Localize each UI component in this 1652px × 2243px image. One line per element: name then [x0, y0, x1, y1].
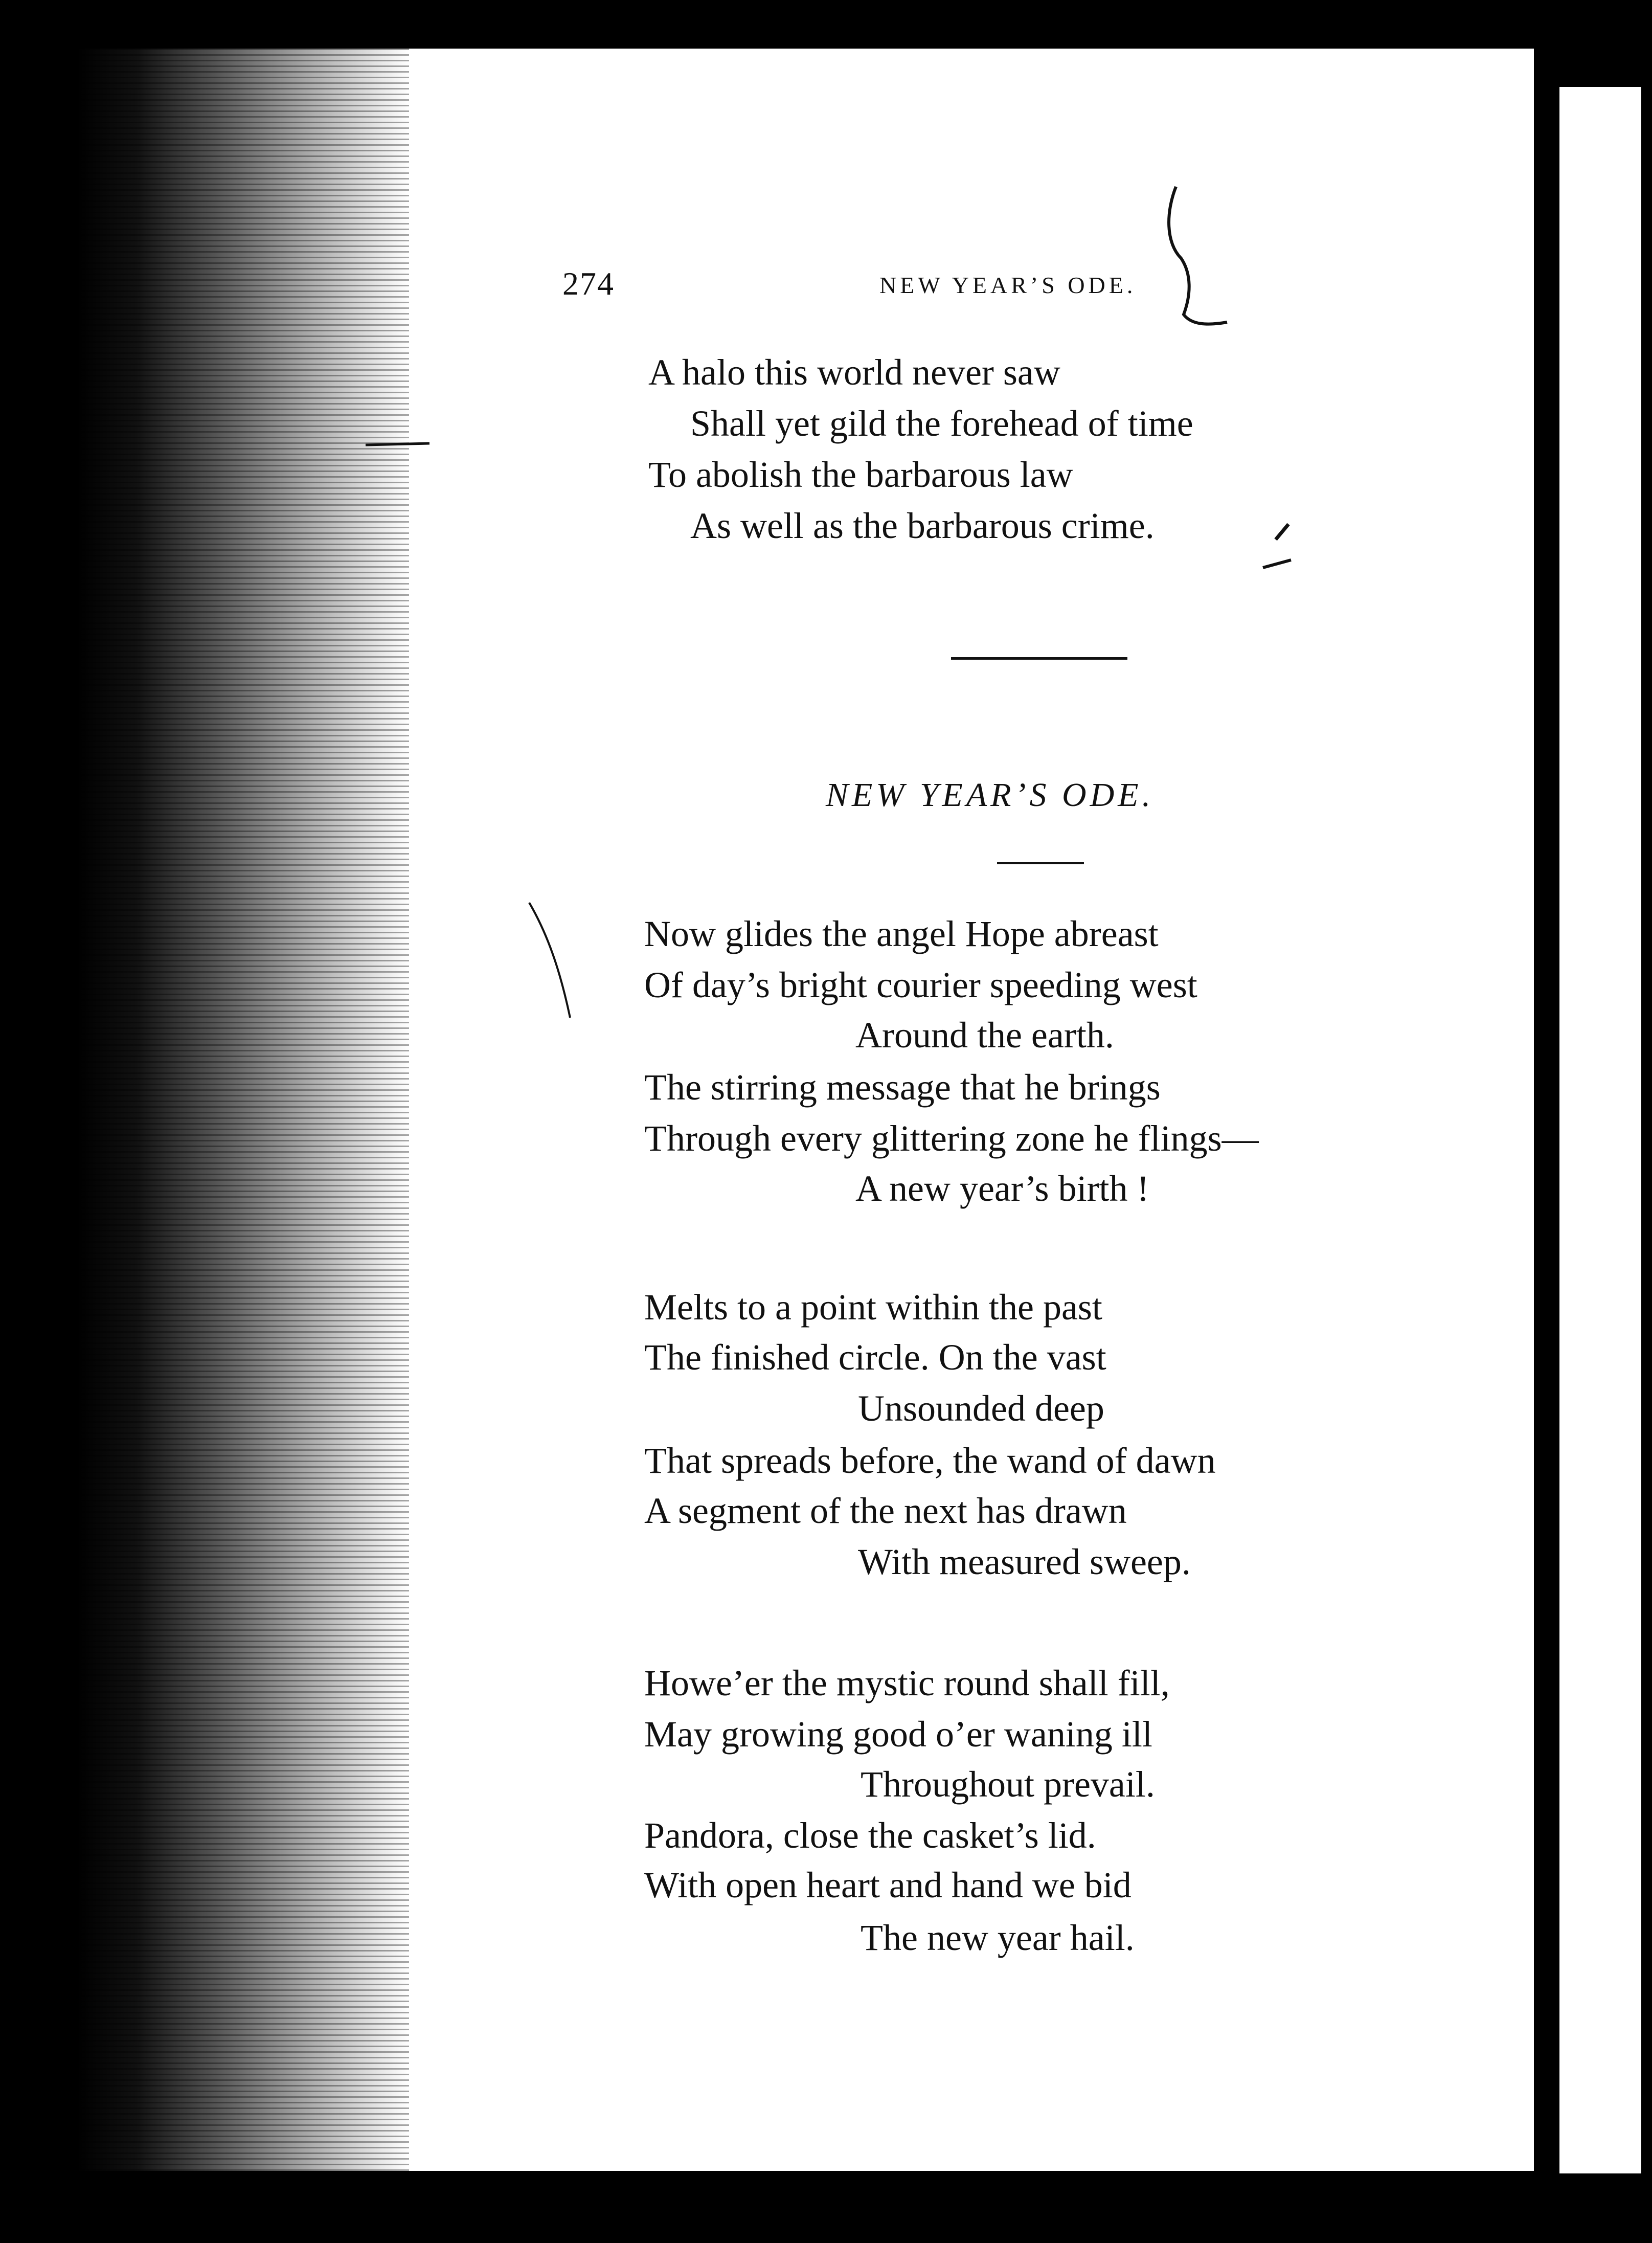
- verse-line: That spreads before, the wand of dawn: [644, 1440, 1216, 1481]
- verse-line: With measured sweep.: [858, 1541, 1191, 1582]
- verse-line: Of day’s bright courier speeding west: [644, 965, 1197, 1005]
- verse-line: The stirring message that he brings: [644, 1067, 1161, 1108]
- verse-line: Around the earth.: [855, 1015, 1114, 1056]
- pen-mark-dash: [363, 435, 435, 455]
- verse-line: Through every glittering zone he flings—: [644, 1118, 1259, 1159]
- running-head: NEW YEAR’S ODE.: [879, 272, 1137, 298]
- verse-line: Melts to a point within the past: [644, 1287, 1102, 1328]
- verse-line: Now glides the angel Hope abreast: [644, 913, 1159, 954]
- verse-line: The finished circle. On the vast: [644, 1337, 1106, 1378]
- page-gutter-shadow: [77, 49, 409, 2171]
- verse-line: A new year’s birth !: [855, 1168, 1149, 1209]
- verse-line: Throughout prevail.: [861, 1764, 1155, 1805]
- pen-mark-tick: [1253, 504, 1314, 580]
- pen-mark-bracket: [1135, 182, 1232, 350]
- verse-line: To abolish the barbarous law: [648, 454, 1073, 495]
- verse-line: May growing good o’er waning ill: [644, 1714, 1152, 1755]
- verse-line: As well as the barbarous crime.: [690, 505, 1155, 546]
- book-page: [77, 49, 1534, 2171]
- verse-line: Shall yet gild the forehead of time: [690, 403, 1193, 444]
- pen-mark-stroke: [522, 898, 583, 1030]
- verse-line: The new year hail.: [861, 1917, 1135, 1958]
- page-number: 274: [562, 265, 615, 302]
- verse-line: A segment of the next has drawn: [644, 1490, 1127, 1531]
- verse-line: A halo this world never saw: [648, 352, 1060, 393]
- poem-title: NEW YEAR’S ODE.: [826, 776, 1155, 814]
- verse-line: Pandora, close the casket’s lid.: [644, 1815, 1096, 1856]
- adjacent-page-edge: [1559, 87, 1641, 2173]
- section-divider: [951, 657, 1127, 660]
- verse-line: Howe’er the mystic round shall fill,: [644, 1663, 1170, 1703]
- verse-line: With open heart and hand we bid: [644, 1865, 1131, 1905]
- title-rule: [997, 862, 1084, 864]
- verse-line: Unsounded deep: [858, 1388, 1104, 1429]
